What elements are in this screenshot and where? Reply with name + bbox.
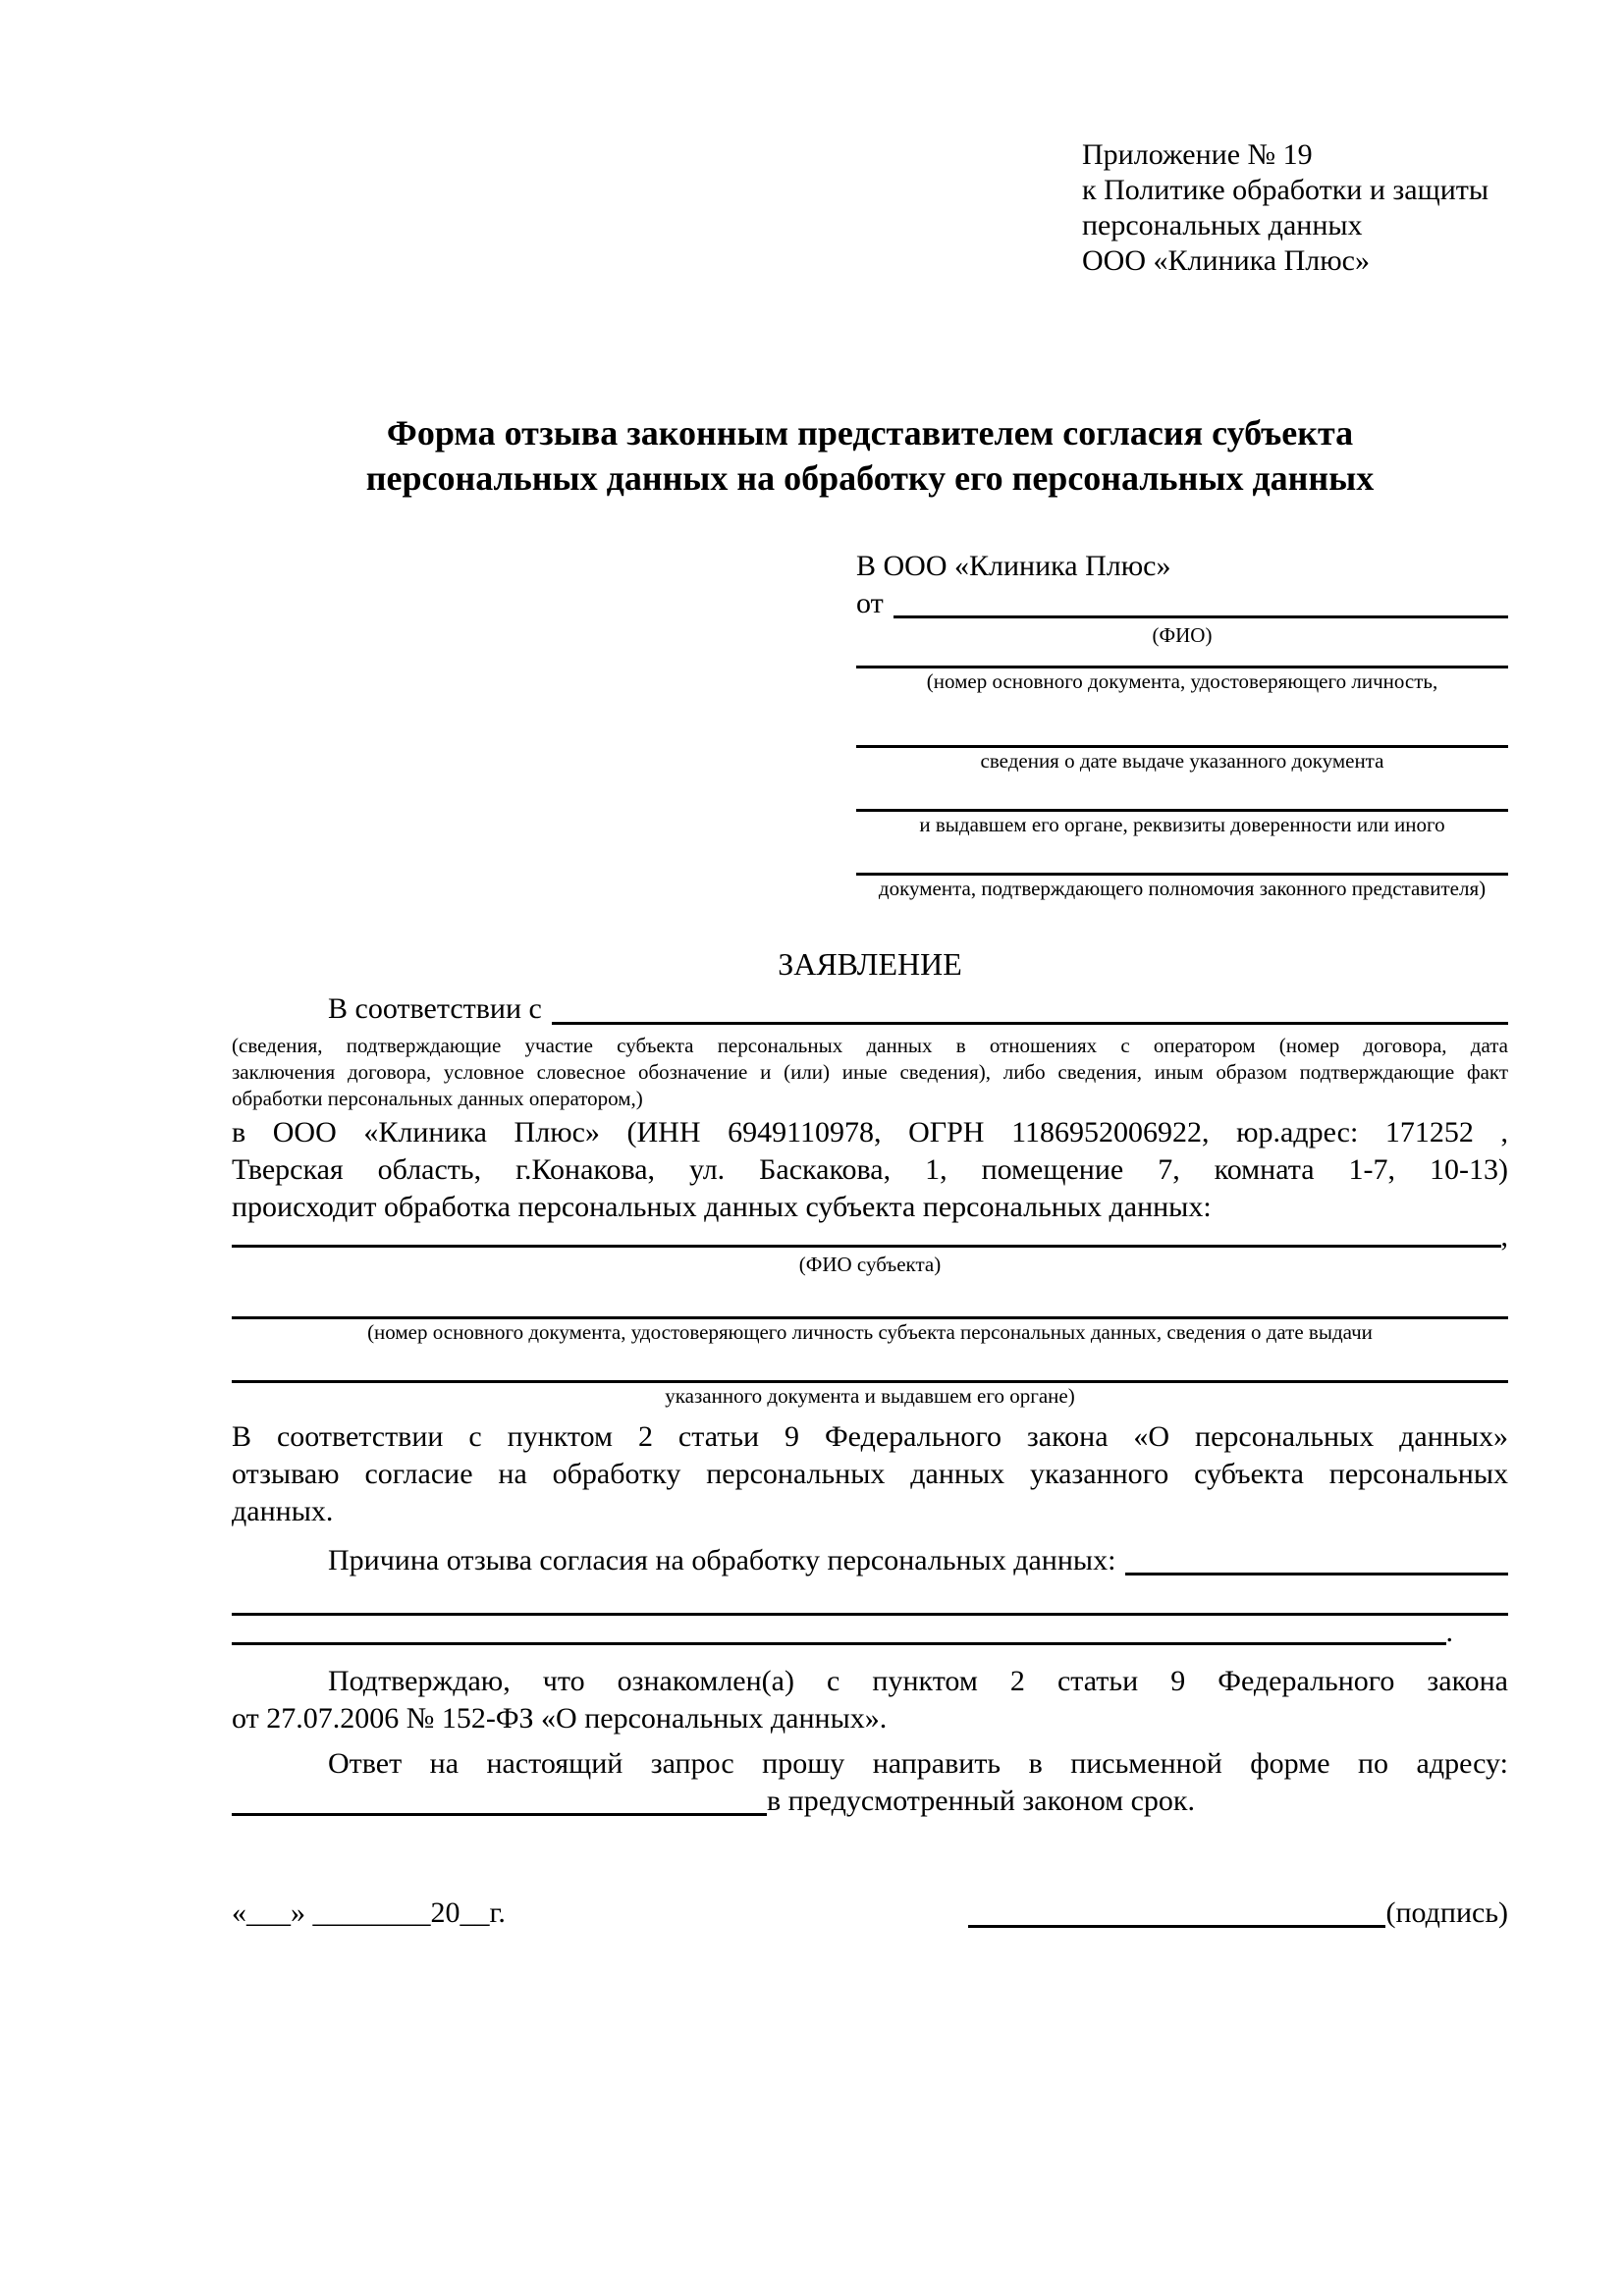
document-title-line: Форма отзыва законным представителем согласия субъекта (386, 413, 1354, 453)
statement-heading: ЗАЯВЛЕНИЕ (778, 946, 962, 982)
operator-paragraph (232, 1114, 1508, 1226)
from-label: от (856, 587, 884, 619)
subject-document-field-line-2 (232, 1355, 1508, 1383)
field-caption-issuing-authority: и выдавшем его органе, реквизиты доверенности или иного (919, 813, 1445, 836)
confirmation-paragraph-line: Подтверждаю, что ознакомлен(а) с пунктом 2 статьи 9 Федерального закона (328, 1665, 1508, 1697)
operator-paragraph-line: в ООО «Клиника Плюс» (ИНН 6949110978, ОГРН 1186952006922, юр.адрес: 171252 , (232, 1116, 1508, 1148)
issuing-authority-field-line (856, 783, 1508, 812)
reason-blank-line-2 (232, 1616, 1508, 1649)
withdrawal-paragraph-line: отзываю согласие на обработку персональных данных указанного субъекта персональных (232, 1458, 1508, 1490)
date-field: «___» ________20__г. (232, 1896, 506, 1929)
reply-request-line: Ответ на настоящий запрос прошу направить в письменной форме по адресу: (328, 1747, 1508, 1780)
signature-caption: (подпись) (1385, 1896, 1508, 1929)
subject-fio-caption: (ФИО субъекта) (798, 1253, 942, 1276)
withdrawal-paragraph-line: В соответствии с пунктом 2 статьи 9 Федерального закона «О персональных данных» (232, 1420, 1508, 1453)
intro-field-line (552, 1022, 1508, 1025)
reply-term-text: в предусмотренный законом срок. (767, 1785, 1195, 1817)
reason-label: Причина отзыва согласия на обработку персональных данных: (328, 1544, 1116, 1576)
reason-row (232, 1542, 1508, 1579)
appendix-header-line: ООО «Клиника Плюс» (1082, 244, 1370, 277)
signature-block (968, 1895, 1508, 1932)
withdrawal-paragraph (232, 1418, 1508, 1530)
fio-field-line (893, 615, 1508, 618)
intro-footnote-line: обработки персональных данных оператором,) (232, 1087, 643, 1110)
fio-caption: (ФИО) (1152, 623, 1213, 647)
appendix-header-line: к Политике обработки и защиты (1082, 174, 1489, 206)
addressee-block (856, 548, 1508, 901)
appendix-header-line: Приложение № 19 (1082, 138, 1313, 171)
signature-field-line (968, 1925, 1385, 1928)
field-caption-authority-document: документа, подтверждающего полномочия законного представителя) (878, 877, 1487, 900)
intro-footnote (232, 1033, 1508, 1112)
intro-footnote-line: заключения договора, условное словесное обозначение и (или) иные сведения), либо сведения, иным образом подтверждающие факт (232, 1060, 1508, 1084)
subject-document-caption: (номер основного документа, удостоверяющего личность субъекта персональных данных, сведения о дате выдачи (367, 1320, 1373, 1344)
subject-document-field-line (232, 1291, 1508, 1319)
intro-footnote-line: (сведения, подтверждающие участие субъекта персональных данных в отношениях с оператором (номер договора, дата (232, 1034, 1508, 1057)
blank-line-period: . (1445, 1616, 1453, 1648)
authority-document-field-line (856, 847, 1508, 876)
from-field-row (856, 585, 1508, 622)
reply-address-field-line (232, 1813, 767, 1816)
reply-address-row (232, 1783, 1508, 1820)
intro-row (232, 989, 1508, 1029)
field-caption-issue-date: сведения о дате выдаче указанного документа (980, 749, 1384, 773)
addressee-organization: В ООО «Клиника Плюс» (856, 550, 1171, 582)
issue-date-field-line (856, 720, 1508, 748)
confirmation-paragraph (232, 1663, 1508, 1737)
operator-paragraph-line: Тверская область, г.Конакова, ул. Баскакова, 1, помещение 7, комната 1-7, 10-13) (232, 1153, 1508, 1186)
appendix-header-note (1082, 137, 1508, 279)
document-title (232, 410, 1508, 501)
subject-fio-comma: , (1500, 1220, 1508, 1253)
subject-fio-row (232, 1220, 1508, 1253)
operator-paragraph-line: происходит обработка персональных данных субъекта персональных данных: (232, 1191, 1212, 1223)
field-caption-document-number: (номер основного документа, удостоверяющего личность, (926, 669, 1438, 693)
document-title-line: персональных данных на обработку его персональных данных (365, 458, 1375, 498)
confirmation-paragraph-line: от 27.07.2006 № 152-ФЗ «О персональных данных». (232, 1702, 888, 1735)
intro-label: В соответствии с (328, 992, 542, 1025)
footer-row (232, 1895, 1508, 1932)
appendix-header-line: персональных данных (1082, 209, 1363, 241)
reason-field-line (1125, 1573, 1508, 1575)
withdrawal-paragraph-line: данных. (232, 1495, 334, 1527)
document-number-field-line (856, 648, 1508, 668)
reason-blank-line-1 (232, 1579, 1508, 1616)
subject-document-caption-2: указанного документа и выдавшем его органе) (665, 1384, 1075, 1408)
subject-fio-field-line (232, 1245, 1501, 1248)
reason-blank-line-2-rule (232, 1642, 1446, 1645)
